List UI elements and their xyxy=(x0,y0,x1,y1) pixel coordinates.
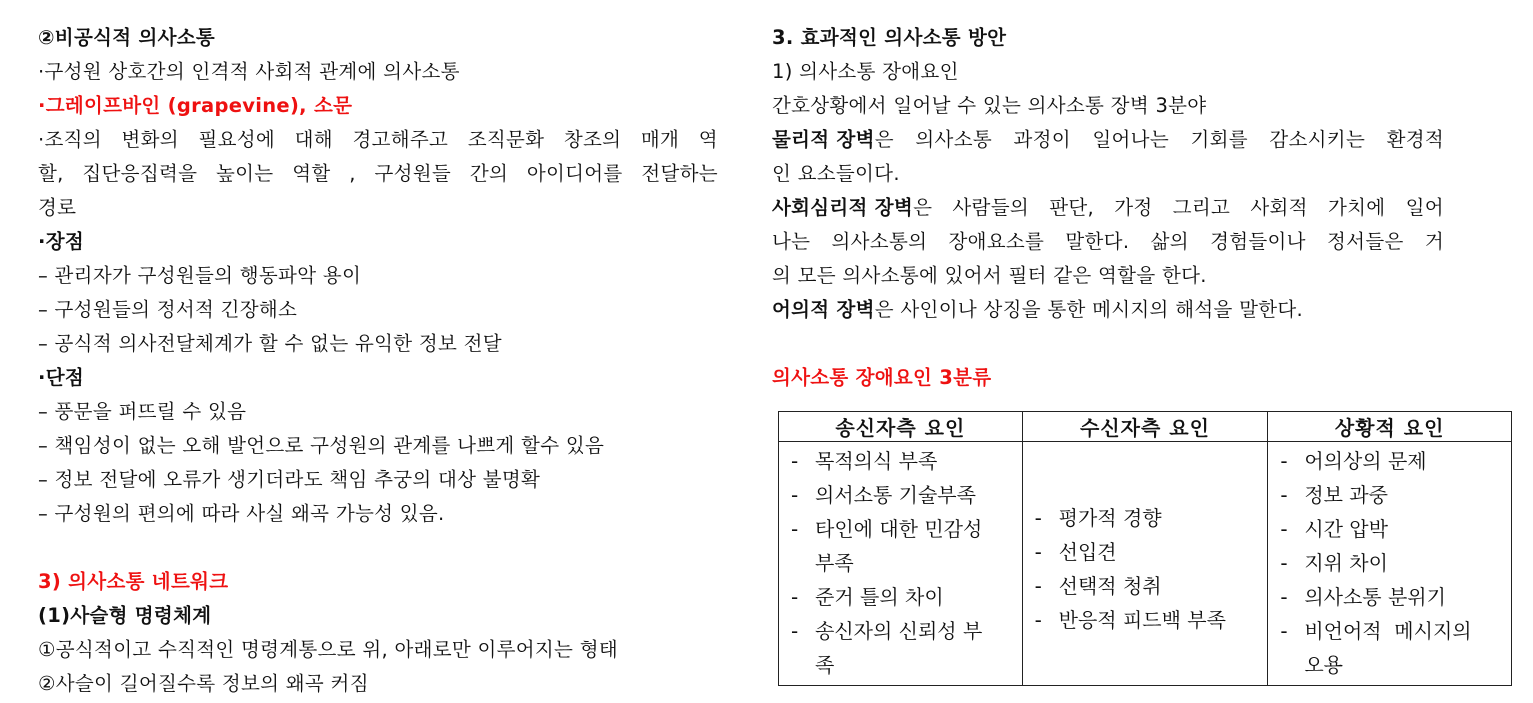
list-item: - 의사소통 분위기 xyxy=(1280,585,1446,609)
physical-barrier-line-1: 물리적 장벽은 의사소통 과정이 일어나는 기회를 감소시키는 환경적 xyxy=(772,128,1444,151)
list-item: - 비언어적 메시지의 xyxy=(1280,619,1472,643)
list-item: - 목적의식 부족 xyxy=(791,449,938,473)
list-item: - 송신자의 신뢰성 부 xyxy=(791,619,983,643)
role-line-3: 경로 xyxy=(38,196,77,219)
list-item-continuation: 오용 xyxy=(1304,653,1343,677)
list-item-continuation: 족 xyxy=(815,653,835,677)
network-heading: 3) 의사소통 네트워크 xyxy=(38,570,229,593)
list-item: - 시간 압박 xyxy=(1280,517,1388,541)
list-item: - 선택적 청취 xyxy=(1034,573,1162,598)
informal-description: ·구성원 상호간의 인격적 사회적 관계에 의사소통 xyxy=(38,60,460,83)
social-barrier-line-2: 나는 의사소통의 장애요소를 말한다. 삶의 경험들이나 정서들은 거 xyxy=(772,230,1444,253)
cons-heading: ·단점 xyxy=(38,366,84,389)
social-barrier-line-3: 의 모든 의사소통에 있어서 필터 같은 역할을 한다. xyxy=(772,264,1207,287)
list-item: - 정보 과중 xyxy=(1280,483,1388,507)
grapevine-heading: ·그레이프바인 (grapevine), 소문 xyxy=(38,94,353,117)
cons-item: – 책임성이 없는 오해 발언으로 구성원의 관계를 나쁘게 할수 있음 xyxy=(38,434,605,457)
pros-heading: ·장점 xyxy=(38,230,84,253)
barrier-classification-table xyxy=(778,411,1512,686)
receiver-cell xyxy=(1022,442,1268,686)
list-item: - 평가적 경향 xyxy=(1034,505,1162,530)
header-situation: 상황적 요인 xyxy=(1268,412,1512,442)
list-item: - 선입견 xyxy=(1034,539,1117,564)
spacer xyxy=(38,531,718,565)
list-item: - 반응적 피드백 부족 xyxy=(1034,607,1226,632)
cons-item: – 정보 전달에 오류가 생기더라도 책임 추궁의 대상 불명확 xyxy=(38,468,541,491)
pros-item: – 구성원들의 정서적 긴장해소 xyxy=(38,298,298,321)
chain-heading: (1)사슬형 명령체계 xyxy=(38,604,212,627)
barrier-intro: 간호상황에서 일어날 수 있는 의사소통 장벽 3분야 xyxy=(772,94,1207,117)
list-item-continuation: 부족 xyxy=(815,551,854,575)
sender-cell xyxy=(779,442,1023,686)
physical-barrier-line-2: 인 요소들이다. xyxy=(772,162,900,185)
situation-cell xyxy=(1268,442,1512,686)
social-barrier-term: 사회심리적 장벽 xyxy=(772,196,914,219)
list-item: - 타인에 대한 민감성 xyxy=(791,517,983,541)
list-item: - 준거 틀의 차이 xyxy=(791,585,944,609)
cons-item: – 구성원의 편의에 따라 사실 왜곡 가능성 있음. xyxy=(38,502,445,525)
role-line-2: 할, 집단응집력을 높이는 역할 , 구성원들 간의 아이디어를 전달하는 xyxy=(38,162,718,185)
cons-item: – 풍문을 퍼뜨릴 수 있음 xyxy=(38,400,247,423)
table-header-row xyxy=(779,412,1512,442)
pros-item: – 관리자가 구성원들의 행동파악 용이 xyxy=(38,264,362,287)
role-line-1: ·조직의 변화의 필요성에 대해 경고해주고 조직문화 창조의 매개 역 xyxy=(38,128,718,151)
semantic-barrier-line: 어의적 장벽은 사인이나 상징을 통한 메시지의 해석을 말한다. xyxy=(772,298,1304,321)
header-sender: 송신자측 요인 xyxy=(779,412,1023,442)
left-column xyxy=(38,21,718,701)
header-receiver: 수신자측 요인 xyxy=(1022,412,1268,442)
right-column xyxy=(772,21,1512,395)
list-item: - 어의상의 문제 xyxy=(1280,449,1427,473)
table-row xyxy=(779,442,1512,686)
table-title: 의사소통 장애요인 3분류 xyxy=(772,366,992,389)
chain-item: ①공식적이고 수직적인 명령계통으로 위, 아래로만 이루어지는 형태 xyxy=(38,638,618,661)
list-item: - 의서소통 기술부족 xyxy=(791,483,976,507)
pros-item: – 공식적 의사전달체계가 할 수 없는 유익한 정보 전달 xyxy=(38,332,502,355)
spacer xyxy=(772,327,1512,361)
effective-communication-heading: 3. 효과적인 의사소통 방안 xyxy=(772,26,1007,49)
social-barrier-line-1: 사회심리적 장벽은 사람들의 판단, 가정 그리고 사회적 가치에 일어 xyxy=(772,196,1444,219)
barrier-subheading: 1) 의사소통 장애요인 xyxy=(772,60,959,83)
informal-heading: ②비공식적 의사소통 xyxy=(38,26,215,49)
chain-item: ②사슬이 길어질수록 정보의 왜곡 커짐 xyxy=(38,672,369,695)
physical-barrier-term: 물리적 장벽 xyxy=(772,128,875,151)
semantic-barrier-term: 어의적 장벽 xyxy=(772,298,875,321)
list-item: - 지위 차이 xyxy=(1280,551,1388,575)
